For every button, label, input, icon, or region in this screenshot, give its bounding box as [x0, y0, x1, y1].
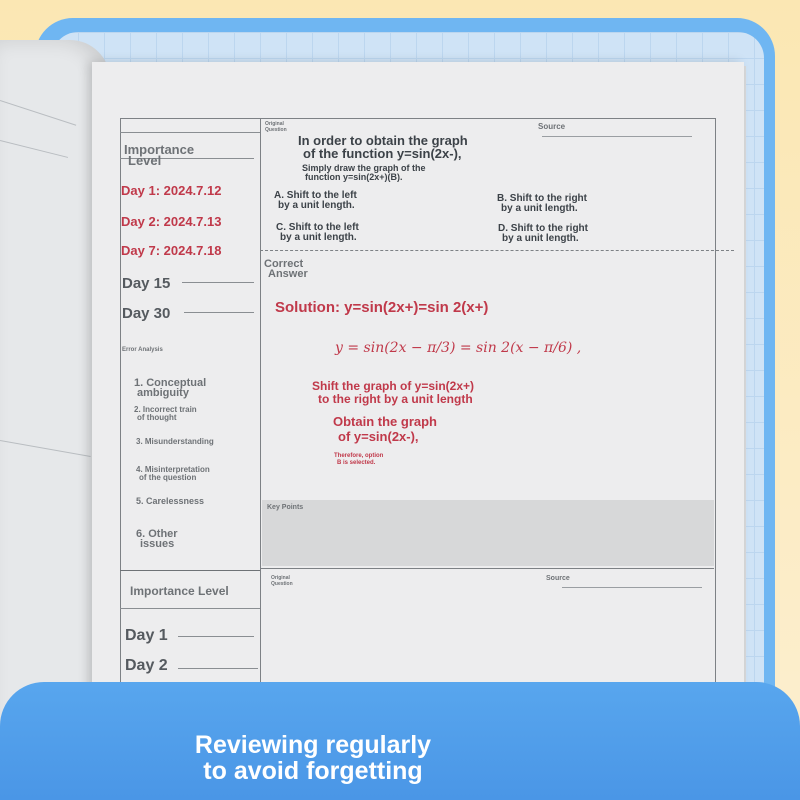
solution-shift-2: to the right by a unit length: [318, 392, 473, 406]
error-1: 1. Conceptual ambiguity: [134, 377, 207, 399]
bottom-banner: [0, 682, 800, 800]
key-points-area: [262, 500, 714, 566]
question-sub-1: Simply draw the graph of the: [302, 163, 426, 173]
solution-obtain-2: of y=sin(2x-),: [338, 429, 419, 444]
importance-level-label: Importance: [124, 142, 195, 157]
day-7-label: Day 7: 2024.7.18: [121, 243, 222, 258]
question-line-1: In order to obtain the graph: [298, 133, 468, 148]
question-sub-2: function y=sin(2x+)(B).: [305, 172, 403, 182]
option-d: D. Shift to the right by a unit length.: [498, 223, 588, 244]
day-1-label: Day 1: 2024.7.12: [121, 183, 222, 198]
day-15-label: Day 15: [122, 275, 171, 292]
original-question-label: Original Question: [265, 121, 287, 133]
day-2-label: Day 2: 2024.7.13: [121, 214, 222, 229]
question-line-2: of the function y=sin(2x-),: [303, 146, 462, 161]
source-label: Source: [538, 122, 566, 131]
error-6: 6. Other issues: [136, 528, 178, 550]
importance-level-bottom: Importance Level: [130, 584, 229, 598]
original-question-label-2: Original Question: [271, 575, 293, 587]
bottom-day-1: Day 1: [125, 627, 168, 644]
error-5: 5. Carelessness: [136, 496, 205, 506]
question-divider: [260, 250, 734, 251]
error-4: 4. Misinterpretation of the question: [136, 465, 210, 482]
banner-line-1: Reviewing regularly: [194, 731, 432, 759]
banner-line-2: to avoid forgetting: [203, 757, 423, 785]
solution-obtain-1: Obtain the graph: [333, 414, 437, 429]
option-c: C. Shift to the left by a unit length.: [276, 222, 359, 243]
key-points-label: Key Points: [267, 504, 304, 511]
solution-therefore: Therefore, option B is selected.: [334, 453, 384, 466]
solution-line-1: Solution: y=sin(2x+)=sin 2(x+): [275, 299, 489, 316]
option-b: B. Shift to the right by a unit length.: [497, 193, 587, 214]
solution-shift-1: Shift the graph of y=sin(2x+): [312, 379, 475, 393]
bottom-day-2: Day 2: [125, 657, 168, 674]
error-3: 3. Misunderstanding: [136, 437, 214, 446]
source-label-2: Source: [546, 575, 570, 582]
error-analysis-label: Error Analysis: [122, 347, 163, 353]
error-2: 2. Incorrect train of thought: [134, 405, 197, 422]
solution-math: y = sin(2x − π/3) = sin 2(x − π/6) ,: [335, 340, 582, 356]
day-30-label: Day 30: [122, 305, 171, 322]
importance-level-label-2: Level: [128, 153, 162, 168]
option-a: A. Shift to the left by a unit length.: [274, 190, 357, 211]
correct-answer-label: Correct Answer: [264, 258, 308, 280]
